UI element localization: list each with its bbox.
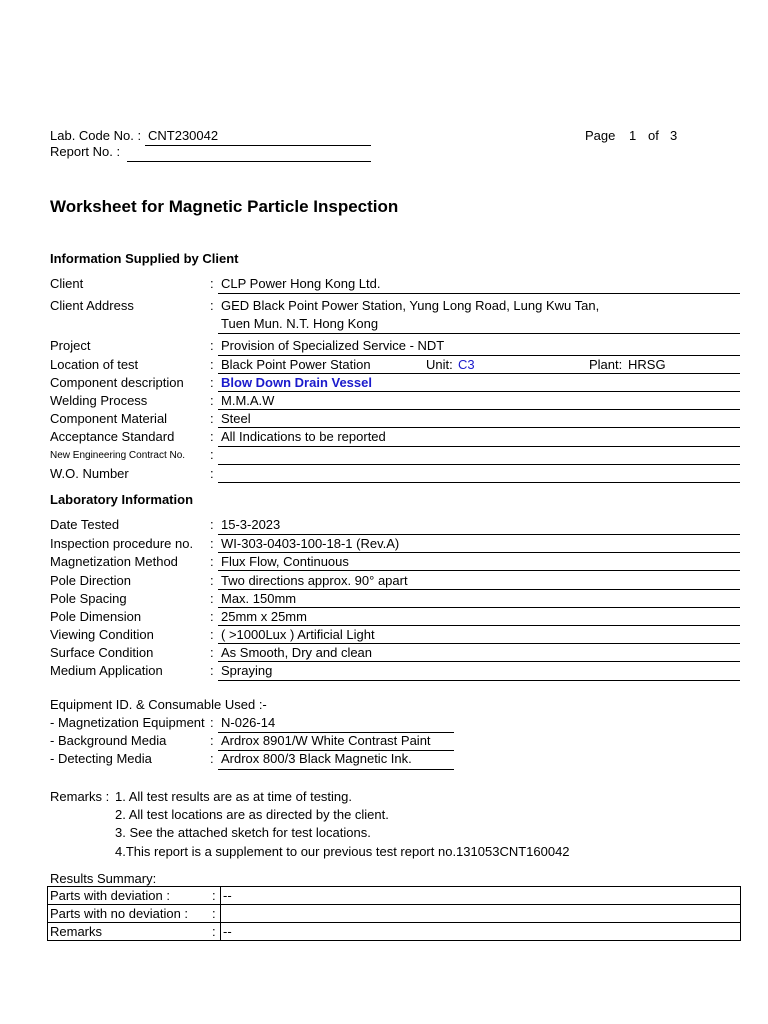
lab-row-label: Viewing Condition	[50, 627, 154, 642]
component-label: Component description	[50, 375, 184, 390]
colon: :	[210, 663, 214, 678]
colon: :	[210, 751, 214, 766]
colon: :	[212, 905, 221, 923]
lab-row-value: As Smooth, Dry and clean	[221, 645, 373, 660]
colon: :	[210, 517, 214, 532]
project-value: Provision of Specialized Service - NDT	[221, 338, 445, 353]
wo-underline	[218, 482, 740, 483]
colon: :	[210, 627, 214, 642]
results-row-value: --	[221, 887, 741, 905]
table-row	[48, 905, 741, 923]
remark-item: 2. All test locations are as directed by the client.	[115, 807, 389, 822]
equipment-underline	[218, 769, 454, 770]
acceptance-underline	[218, 446, 740, 447]
colon: :	[210, 609, 214, 624]
equipment-underline	[218, 732, 454, 733]
plant-label: Plant:	[589, 357, 623, 372]
lab-row-label: Surface Condition	[50, 645, 154, 660]
unit-label: Unit:	[426, 357, 453, 372]
colon: :	[210, 411, 214, 426]
lab-code-label: Lab. Code No. :	[50, 128, 142, 143]
results-table	[47, 886, 741, 941]
welding-underline	[218, 409, 740, 410]
wo-label: W.O. Number	[50, 466, 129, 481]
colon: :	[210, 573, 214, 588]
lab-row-underline	[218, 625, 740, 626]
lab-code-value: CNT230042	[148, 128, 219, 143]
material-value: Steel	[221, 411, 251, 426]
colon: :	[210, 591, 214, 606]
client-value: CLP Power Hong Kong Ltd.	[221, 276, 381, 291]
colon: :	[210, 645, 214, 660]
page-total: 3	[670, 128, 678, 143]
page-label: Page	[585, 128, 616, 143]
results-row-value: --	[221, 923, 741, 941]
remarks-label: Remarks :	[50, 789, 110, 804]
equipment-heading: Equipment ID. & Consumable Used :-	[50, 697, 267, 712]
lab-row-label: Magnetization Method	[50, 554, 178, 569]
welding-label: Welding Process	[50, 393, 148, 408]
contract-underline	[218, 464, 740, 465]
lab-row-underline	[218, 607, 740, 608]
lab-row-underline	[218, 680, 740, 681]
component-underline	[218, 391, 740, 392]
results-row-label: Parts with deviation :	[48, 887, 213, 905]
acceptance-value: All Indications to be reported	[221, 429, 386, 444]
lab-row-value: Max. 150mm	[221, 591, 297, 606]
equipment-row-value: Ardrox 8901/W White Contrast Paint	[221, 733, 431, 748]
results-heading: Results Summary:	[50, 871, 157, 886]
report-no-label: Report No. :	[50, 144, 121, 159]
remark-item: 3. See the attached sketch for test locations.	[115, 825, 371, 840]
results-row-value	[221, 905, 741, 923]
table-row	[48, 923, 741, 941]
lab-row-underline	[218, 570, 740, 571]
table-row	[48, 887, 741, 905]
colon: :	[210, 447, 214, 462]
results-row-label: Parts with no deviation :	[48, 905, 213, 923]
lab-row-label: Inspection procedure no.	[50, 536, 194, 551]
lab-row-value: 15-3-2023	[221, 517, 281, 532]
colon: :	[210, 298, 214, 313]
contract-label: New Engineering Contract No.	[50, 450, 186, 461]
colon: :	[210, 393, 214, 408]
lab-row-value: Spraying	[221, 663, 273, 678]
colon: :	[210, 536, 214, 551]
lab-row-value: Two directions approx. 90° apart	[221, 573, 408, 588]
colon: :	[210, 338, 214, 353]
page-current: 1	[629, 128, 637, 143]
project-label: Project	[50, 338, 91, 353]
lab-row-value: 25mm x 25mm	[221, 609, 307, 624]
lab-row-value: ( >1000Lux ) Artificial Light	[221, 627, 375, 642]
lab-section-heading: Laboratory Information	[50, 492, 194, 507]
lab-row-underline	[218, 589, 740, 590]
equipment-row-label: - Detecting Media	[50, 751, 152, 766]
equipment-row-label: - Background Media	[50, 733, 167, 748]
plant-value: HRSG	[628, 357, 666, 372]
report-no-underline	[127, 161, 371, 162]
colon: :	[212, 923, 221, 941]
colon: :	[210, 276, 214, 291]
colon: :	[210, 375, 214, 390]
lab-row-underline	[218, 552, 740, 553]
component-value: Blow Down Drain Vessel	[221, 375, 372, 390]
lab-row-underline	[218, 643, 740, 644]
colon: :	[212, 887, 221, 905]
material-underline	[218, 427, 740, 428]
results-row-label: Remarks	[48, 923, 213, 941]
equipment-row-label: - Magnetization Equipment	[50, 715, 205, 730]
location-underline	[218, 373, 740, 374]
colon: :	[210, 715, 214, 730]
equipment-row-value: N-026-14	[221, 715, 276, 730]
colon: :	[210, 357, 214, 372]
unit-value: C3	[458, 357, 475, 372]
lab-row-underline	[218, 661, 740, 662]
lab-code-underline	[145, 145, 371, 146]
lab-row-value: WI-303-0403-100-18-1 (Rev.A)	[221, 536, 400, 551]
location-label: Location of test	[50, 357, 139, 372]
client-underline	[218, 293, 740, 294]
address-label: Client Address	[50, 298, 134, 313]
acceptance-label: Acceptance Standard	[50, 429, 175, 444]
lab-row-label: Medium Application	[50, 663, 163, 678]
location-value: Black Point Power Station	[221, 357, 371, 372]
remark-item: 4.This report is a supplement to our previous test report no.131053CNT160042	[115, 844, 570, 859]
colon: :	[210, 733, 214, 748]
colon: :	[210, 466, 214, 481]
project-underline	[218, 355, 740, 356]
remark-item: 1. All test results are as at time of testing.	[115, 789, 352, 804]
lab-row-label: Date Tested	[50, 517, 120, 532]
address-line-1: GED Black Point Power Station, Yung Long Road, Lung Kwu Tan,	[221, 298, 600, 313]
lab-row-value: Flux Flow, Continuous	[221, 554, 349, 569]
client-label: Client	[50, 276, 84, 291]
lab-row-underline	[218, 534, 740, 535]
colon: :	[210, 554, 214, 569]
page-of: of	[648, 128, 659, 143]
material-label: Component Material	[50, 411, 168, 426]
lab-row-label: Pole Direction	[50, 573, 131, 588]
address-line-2: Tuen Mun. N.T. Hong Kong	[221, 316, 379, 331]
page-title: Worksheet for Magnetic Particle Inspection	[50, 197, 399, 216]
lab-row-label: Pole Dimension	[50, 609, 142, 624]
equipment-row-value: Ardrox 800/3 Black Magnetic Ink.	[221, 751, 412, 766]
colon: :	[210, 429, 214, 444]
lab-row-label: Pole Spacing	[50, 591, 127, 606]
welding-value: M.M.A.W	[221, 393, 275, 408]
address-underline	[218, 333, 740, 334]
client-section-heading: Information Supplied by Client	[50, 251, 239, 266]
